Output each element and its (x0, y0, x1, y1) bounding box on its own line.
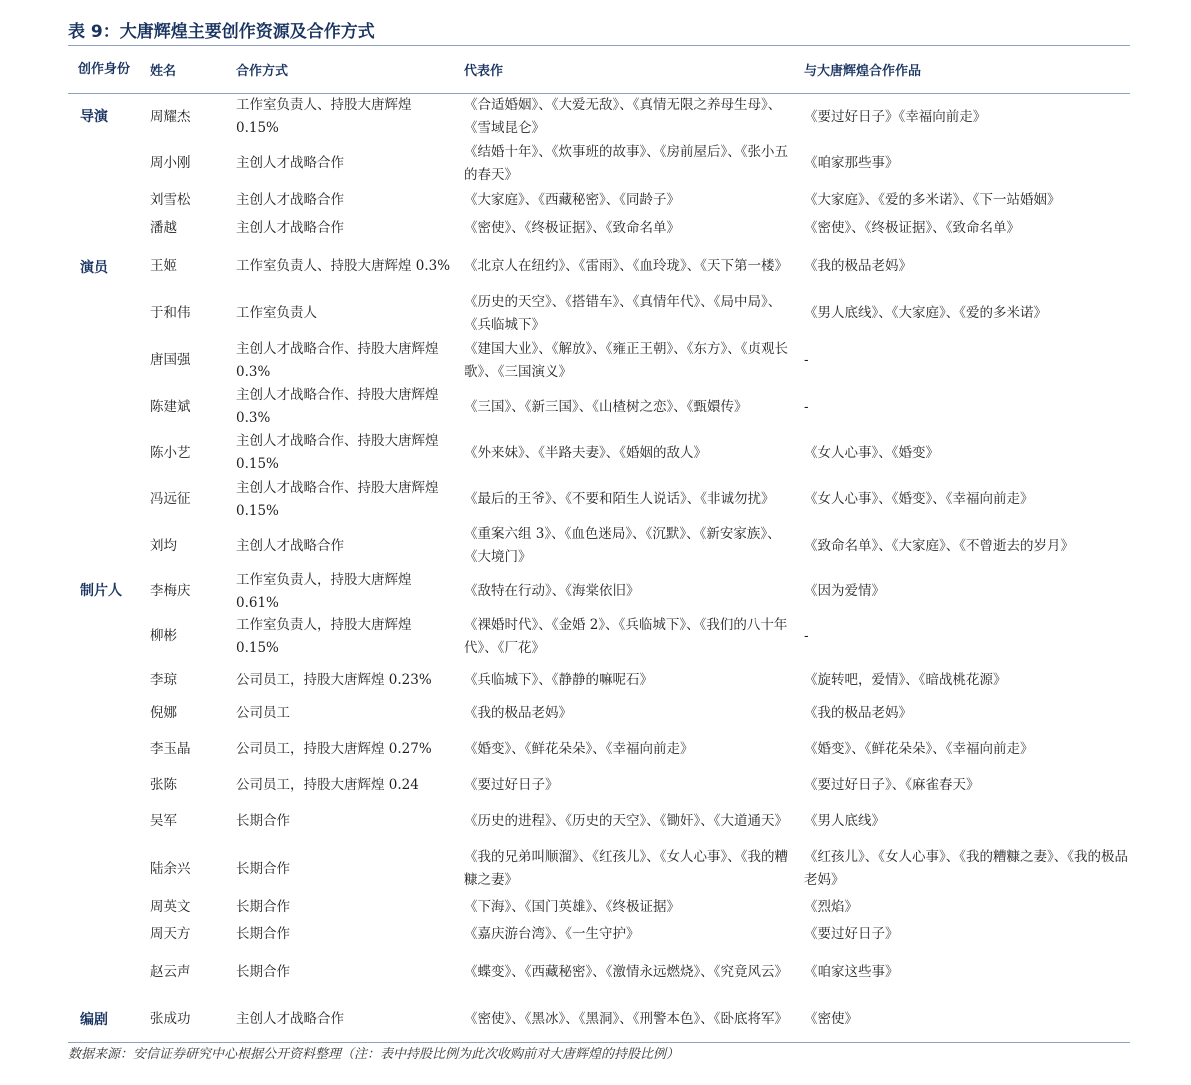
role-screenwriter: 编剧 (80, 1012, 108, 1028)
cooperation-mode-cell-text: 工作室负责人，持股大唐辉煌 0.61% (236, 571, 412, 611)
name-cell-text: 陈建斌 (150, 398, 191, 415)
name-cell (150, 726, 220, 772)
role-actor: 演员 (80, 260, 108, 276)
cooperation-mode-cell-text: 长期合作 (236, 898, 290, 915)
name-cell-text: 柳彬 (150, 628, 177, 644)
name-cell-text: 潘越 (150, 220, 177, 236)
representative-works-cell (464, 243, 789, 290)
representative-works-cell (464, 726, 789, 772)
table-row (68, 614, 1130, 659)
representative-works-cell (464, 569, 789, 614)
source-note: 数据来源：安信证券研究中心根据公开资料整理（注：表中持股比例为此次收购前对大唐辉煌的持股比例） (68, 1047, 680, 1062)
representative-works-cell (464, 798, 789, 845)
cooperation-mode-cell (236, 430, 451, 476)
cooperation-mode-cell (236, 214, 451, 243)
cooperation-mode-cell-text: 长期合作 (236, 963, 290, 980)
name-cell (150, 140, 220, 187)
cooperation-works-cell-text: 《要过好日子》《幸福向前走》 (804, 108, 987, 125)
cooperation-works-cell (804, 893, 1128, 921)
cooperation-works-cell (804, 798, 1128, 845)
cooperation-mode-cell-text: 长期合作 (236, 860, 290, 877)
cooperation-mode-cell-text: 主创人才战略合作、持股大唐辉煌 0.15% (236, 433, 439, 472)
cooperation-mode-cell (236, 659, 451, 701)
name-cell (150, 948, 220, 996)
name-cell-text: 张陈 (150, 776, 177, 793)
cooperation-mode-cell-text: 长期合作 (236, 813, 290, 829)
header-representative-works: 代表作 (464, 64, 504, 79)
table-row (68, 214, 1130, 243)
cooperation-works-cell-text: 《我的极品老妈》 (804, 705, 912, 721)
table-title: 表 9：大唐辉煌主要创作资源及合作方式 (68, 22, 375, 42)
representative-works-cell-text: 《下海》、《国门英雄》、《终极证据》 (464, 898, 680, 915)
table-row (68, 187, 1130, 214)
cooperation-works-cell-text: 《因为爱情》 (804, 583, 885, 599)
cooperation-works-cell (804, 772, 1128, 798)
name-cell (150, 921, 220, 948)
cooperation-works-cell-text: 《女人心事》、《婚变》 (804, 444, 939, 461)
table-row (68, 701, 1130, 726)
name-cell (150, 893, 220, 921)
representative-works-cell-text: 《重案六组 3》、《血色迷局》、《沉默》、《新安家族》、《大境门》 (464, 526, 781, 565)
cooperation-mode-cell (236, 948, 451, 996)
representative-works-cell (464, 187, 789, 214)
name-cell-text: 倪娜 (150, 705, 177, 721)
representative-works-cell-text: 《大家庭》、《西藏秘密》、《同龄子》 (464, 192, 680, 208)
cooperation-works-cell-text: 《婚变》、《鲜花朵朵》、《幸福向前走》 (804, 740, 1034, 757)
cooperation-works-cell-text: 《烈焰》 (804, 898, 858, 915)
representative-works-cell-text: 《最后的王爷》、《不要和陌生人说话》、《非诚勿扰》 (464, 491, 775, 507)
cooperation-mode-cell (236, 845, 451, 893)
role-producer: 制片人 (80, 583, 122, 599)
representative-works-cell-text: 《外来妹》、《半路夫妻》、《婚姻的敌人》 (464, 444, 707, 461)
cooperation-works-cell (804, 921, 1128, 948)
name-cell (150, 290, 220, 337)
name-cell-text: 张成功 (150, 1011, 191, 1027)
cooperation-works-cell (804, 476, 1128, 523)
representative-works-cell-text: 《要过好日子》 (464, 776, 559, 793)
cooperation-works-cell-text: 《咱家那些事》 (804, 155, 899, 171)
cooperation-works-cell-text: - (804, 628, 809, 644)
cooperation-mode-cell-text: 主创人才战略合作、持股大唐辉煌 0.15% (236, 479, 439, 519)
table-row (68, 523, 1130, 569)
table-row (68, 290, 1130, 337)
cooperation-mode-cell-text: 主创人才战略合作 (236, 192, 344, 208)
representative-works-cell (464, 214, 789, 243)
table-row (68, 476, 1130, 523)
name-cell (150, 614, 220, 659)
representative-works-cell-text: 《历史的进程》、《历史的天空》、《锄奸》、《大道通天》 (464, 813, 788, 829)
cooperation-works-cell (804, 845, 1128, 893)
cooperation-mode-cell (236, 523, 451, 569)
cooperation-works-cell (804, 430, 1128, 476)
representative-works-cell-text: 《结婚十年》、《炊事班的故事》、《房前屋后》、《张小五的春天》 (464, 143, 788, 183)
representative-works-cell-text: 《密使》、《黑冰》、《黑洞》、《刑警本色》、《卧底将军》 (464, 1011, 788, 1027)
representative-works-cell-text: 《我的兄弟叫顺溜》、《红孩儿》、《女人心事》、《我的糟糠之妻》 (464, 849, 788, 888)
cooperation-mode-cell (236, 996, 451, 1043)
cooperation-works-cell (804, 701, 1128, 726)
name-cell-text: 冯远征 (150, 491, 191, 507)
cooperation-mode-cell-text: 长期合作 (236, 926, 290, 942)
cooperation-mode-cell (236, 921, 451, 948)
representative-works-cell-text: 《兵临城下》、《静静的嘛呢石》 (464, 671, 653, 688)
cooperation-mode-cell-text: 主创人才战略合作、持股大唐辉煌 0.3% (236, 387, 439, 426)
representative-works-cell (464, 845, 789, 893)
cooperation-mode-cell-text: 主创人才战略合作 (236, 537, 344, 554)
table-row (68, 430, 1130, 476)
cooperation-mode-cell-text: 公司员工，持股大唐辉煌 0.23% (236, 671, 432, 688)
representative-works-cell-text: 《三国》、《新三国》、《山楂树之恋》、《甄嬛传》 (464, 398, 748, 415)
cooperation-mode-cell (236, 187, 451, 214)
header-name: 姓名 (150, 64, 177, 79)
name-cell-text: 陈小艺 (150, 444, 191, 461)
representative-works-cell-text: 《建国大业》、《解放》、《雍正王朝》、《东方》、《贞观长歌》、《三国演义》 (464, 340, 788, 380)
cooperation-works-cell (804, 614, 1128, 659)
representative-works-cell (464, 337, 789, 384)
cooperation-mode-cell (236, 893, 451, 921)
representative-works-cell-text: 《合适婚姻》、《大爱无敌》、《真情无限之养母生母》、《雪域昆仑》 (464, 97, 782, 136)
representative-works-cell (464, 140, 789, 187)
cooperation-mode-cell-text: 主创人才战略合作 (236, 220, 344, 236)
cooperation-mode-cell (236, 140, 451, 187)
name-cell (150, 845, 220, 893)
representative-works-cell (464, 948, 789, 996)
representative-works-cell (464, 772, 789, 798)
table-row (68, 243, 1130, 290)
cooperation-works-cell-text: 《男人底线》、《大家庭》、《爱的多米诺》 (804, 305, 1047, 321)
role-director: 导演 (80, 109, 108, 125)
name-cell-text: 刘均 (150, 537, 177, 554)
cooperation-works-cell-text: 《红孩儿》、《女人心事》、《我的糟糠之妻》、《我的极品老妈》 (804, 849, 1128, 888)
cooperation-mode-cell-text: 公司员工，持股大唐辉煌 0.27% (236, 740, 432, 757)
table-row (68, 948, 1130, 996)
name-cell (150, 337, 220, 384)
cooperation-works-cell-text: 《大家庭》、《爱的多米诺》、《下一站婚姻》 (804, 192, 1061, 208)
cooperation-works-cell (804, 948, 1128, 996)
table-row (68, 659, 1130, 701)
representative-works-cell (464, 921, 789, 948)
table-row (68, 726, 1130, 772)
cooperation-mode-cell (236, 569, 451, 614)
cooperation-works-cell-text: 《密使》、《终极证据》、《致命名单》 (804, 220, 1020, 236)
table-row (68, 337, 1130, 384)
cooperation-works-cell-text: - (804, 398, 809, 415)
cooperation-mode-cell-text: 公司员工，持股大唐辉煌 0.24 (236, 776, 419, 793)
table-row (68, 996, 1130, 1043)
cooperation-mode-cell-text: 主创人才战略合作 (236, 155, 344, 171)
cooperation-works-cell (804, 523, 1128, 569)
cooperation-mode-cell (236, 94, 451, 140)
header-role: 创作身份 (78, 61, 131, 77)
cooperation-works-cell (804, 659, 1128, 701)
name-cell-text: 赵云声 (150, 963, 191, 980)
cooperation-mode-cell (236, 798, 451, 845)
name-cell (150, 996, 220, 1043)
name-cell-text: 唐国强 (150, 352, 191, 368)
cooperation-works-cell (804, 243, 1128, 290)
cooperation-works-cell-text: - (804, 352, 809, 368)
name-cell-text: 李琼 (150, 671, 177, 688)
representative-works-cell (464, 659, 789, 701)
name-cell (150, 214, 220, 243)
name-cell-text: 于和伟 (150, 305, 191, 321)
table-row (68, 140, 1130, 187)
cooperation-mode-cell (236, 726, 451, 772)
cooperation-works-cell (804, 140, 1128, 187)
cooperation-works-cell-text: 《咱家这些事》 (804, 963, 899, 980)
cooperation-mode-cell (236, 772, 451, 798)
name-cell (150, 243, 220, 290)
name-cell-text: 周小刚 (150, 155, 191, 171)
cooperation-works-cell-text: 《男人底线》 (804, 813, 885, 829)
cooperation-mode-cell (236, 384, 451, 430)
name-cell (150, 772, 220, 798)
representative-works-cell (464, 893, 789, 921)
cooperation-mode-cell-text: 工作室负责人、持股大唐辉煌 0.3% (236, 258, 451, 274)
name-cell-text: 周耀杰 (150, 108, 191, 125)
cooperation-works-cell (804, 996, 1128, 1043)
cooperation-mode-cell-text: 工作室负责人、持股大唐辉煌 0.15% (236, 97, 412, 136)
representative-works-cell (464, 996, 789, 1043)
representative-works-cell-text: 《裸婚时代》、《金婚 2》、《兵临城下》、《我们的八十年代》、《厂花》 (464, 616, 788, 656)
representative-works-cell-text: 《历史的天空》、《搭错车》、《真情年代》、《局中局》、《兵临城下》 (464, 293, 782, 333)
representative-works-cell (464, 614, 789, 659)
table-row (68, 893, 1130, 921)
representative-works-cell-text: 《我的极品老妈》 (464, 705, 572, 721)
representative-works-cell-text: 《蝶变》、《西藏秘密》、《激情永远燃烧》、《究竟风云》 (464, 963, 788, 980)
name-cell-text: 王姬 (150, 258, 177, 274)
table-row (68, 798, 1130, 845)
table-row (68, 569, 1130, 614)
cooperation-mode-cell (236, 337, 451, 384)
cooperation-mode-cell-text: 公司员工 (236, 705, 290, 721)
representative-works-cell (464, 94, 789, 140)
representative-works-cell-text: 《婚变》、《鲜花朵朵》、《幸福向前走》 (464, 740, 694, 757)
name-cell-text: 周英文 (150, 898, 191, 915)
cooperation-works-cell-text: 《旋转吧，爱情》、《暗战桃花源》 (804, 671, 1007, 688)
name-cell (150, 569, 220, 614)
cooperation-mode-cell (236, 476, 451, 523)
cooperation-mode-cell (236, 290, 451, 337)
representative-works-cell-text: 《北京人在纽约》、《雷雨》、《血玲珑》、《天下第一楼》 (464, 258, 788, 274)
name-cell (150, 798, 220, 845)
cooperation-works-cell (804, 187, 1128, 214)
table-row (68, 921, 1130, 948)
representative-works-cell (464, 430, 789, 476)
bottom-rule (68, 1042, 1130, 1043)
cooperation-mode-cell-text: 工作室负责人，持股大唐辉煌 0.15% (236, 616, 412, 656)
representative-works-cell (464, 476, 789, 523)
cooperation-works-cell-text: 《密使》 (804, 1011, 858, 1027)
cooperation-mode-cell (236, 243, 451, 290)
cooperation-mode-cell-text: 工作室负责人 (236, 305, 317, 321)
representative-works-cell-text: 《密使》、《终极证据》、《致命名单》 (464, 220, 680, 236)
cooperation-works-cell (804, 94, 1128, 140)
representative-works-cell (464, 523, 789, 569)
header-cooperation-mode: 合作方式 (236, 64, 289, 79)
representative-works-cell (464, 290, 789, 337)
name-cell-text: 李梅庆 (150, 583, 191, 599)
name-cell (150, 523, 220, 569)
name-cell (150, 659, 220, 701)
representative-works-cell (464, 701, 789, 726)
cooperation-works-cell (804, 726, 1128, 772)
table-row (68, 384, 1130, 430)
cooperation-mode-cell (236, 701, 451, 726)
cooperation-works-cell (804, 337, 1128, 384)
cooperation-works-cell (804, 384, 1128, 430)
cooperation-works-cell (804, 214, 1128, 243)
name-cell-text: 陆余兴 (150, 860, 191, 877)
name-cell (150, 187, 220, 214)
name-cell (150, 94, 220, 140)
header-cooperation-works: 与大唐辉煌合作作品 (804, 64, 922, 79)
cooperation-mode-cell (236, 614, 451, 659)
cooperation-mode-cell-text: 主创人才战略合作、持股大唐辉煌 0.3% (236, 340, 439, 380)
cooperation-works-cell-text: 《致命名单》、《大家庭》、《不曾逝去的岁月》 (804, 537, 1074, 554)
name-cell-text: 吴军 (150, 813, 177, 829)
cooperation-works-cell-text: 《我的极品老妈》 (804, 258, 912, 274)
cooperation-works-cell-text: 《要过好日子》、《麻雀春天》 (804, 776, 980, 793)
name-cell-text: 刘雪松 (150, 192, 191, 208)
representative-works-cell-text: 《嘉庆游台湾》、《一生守护》 (464, 926, 640, 942)
name-cell (150, 384, 220, 430)
cooperation-works-cell-text: 《女人心事》、《婚变》、《幸福向前走》 (804, 491, 1034, 507)
cooperation-works-cell (804, 290, 1128, 337)
table-row (68, 845, 1130, 893)
representative-works-cell (464, 384, 789, 430)
name-cell-text: 李玉晶 (150, 740, 191, 757)
cooperation-works-cell (804, 569, 1128, 614)
name-cell-text: 周天方 (150, 926, 191, 942)
table-row (68, 772, 1130, 798)
name-cell (150, 476, 220, 523)
cooperation-mode-cell-text: 主创人才战略合作 (236, 1011, 344, 1027)
table-row (68, 94, 1130, 140)
name-cell (150, 430, 220, 476)
representative-works-cell-text: 《敌特在行动》、《海棠依旧》 (464, 583, 640, 599)
name-cell (150, 701, 220, 726)
cooperation-works-cell-text: 《要过好日子》 (804, 926, 899, 942)
